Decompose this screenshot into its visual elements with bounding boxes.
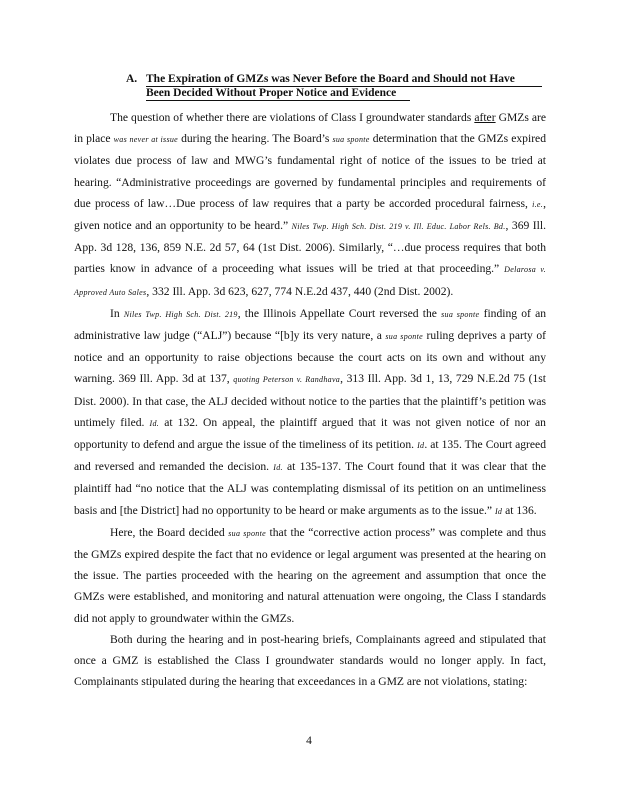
text-run: determination that the GMZs expired violates due process of law and MWG’s fundamental right of notice of the issues to be tried at hearing. “Administrative proceedings are governed by fundamental principles and requirements of due process of law…Due process of law requires that a party be accorded procedural fairness, xyxy=(74,132,547,210)
text-run: finding of an administrative law judge (“ALJ”) because “[b]y its very nature, a xyxy=(74,306,547,343)
paragraph-2 xyxy=(74,303,546,522)
text-run: , 332 Ill. App. 3d 623, 627, 774 N.E.2d 437, 440 (2nd Dist. 2002). xyxy=(146,284,454,298)
italic-citation: Id. xyxy=(149,418,160,428)
text-run: In xyxy=(110,306,124,320)
text-run: , the Illinois Appellate Court reversed the xyxy=(237,306,442,320)
italic-citation: Id xyxy=(494,506,503,516)
text-run: ruling deprives a party of notice and an opportunity to raise objections because the court acts on its own and without any warning. 369 Ill. App. 3d at 137, xyxy=(74,329,546,386)
italic-citation: Niles Twp. High Sch. Dist. 219 v. Ill. Educ. Labor Rels. Bd. xyxy=(291,222,506,232)
italic-citation: i.e. xyxy=(532,199,544,209)
paragraph-1 xyxy=(74,107,546,303)
section-title-line-1: The Expiration of GMZs was Never Before the Board and Should not Have xyxy=(146,73,542,87)
section-number: A. xyxy=(126,73,138,85)
body-text xyxy=(74,107,546,692)
italic-citation: Id xyxy=(417,441,425,451)
text-run: at 135-137. The Court found that it was clear that the plaintiff had “no notice that the ALJ was contemplating dismissal of its petition on an untimeliness basis and [the District] had no opportunity to be heard or make arguments as to the issue.” xyxy=(74,460,546,517)
text-run: . at 135. The Court agreed and reversed and remanded the decision. xyxy=(74,438,546,474)
text-run: during the hearing. The Board’s xyxy=(178,132,333,146)
paragraph-3 xyxy=(74,522,546,629)
underlined-text: after xyxy=(474,111,496,124)
italic-citation: sua sponte xyxy=(385,332,423,342)
text-run: The question of whether there are violations of Class I groundwater standards xyxy=(110,111,475,124)
italic-citation: sua sponte xyxy=(332,135,370,145)
italic-citation: was never at issue xyxy=(113,135,179,145)
text-run: , given notice and an opportunity to be heard.” xyxy=(74,196,546,233)
section-title-line-2: Been Decided Without Proper Notice and Evidence xyxy=(146,87,410,101)
text-run: that the “corrective action process” was complete and thus the GMZs expired despite the fact that no evidence or legal argument was presented at the hearing on the issue. The parties proceeded with the hearing on the agreement and assumption that once the GMZs were established, and monitoring and natural attenuation were ongoing, the Class I standards did not apply to groundwater within the GMZs. xyxy=(74,525,546,625)
text-run: Here, the Board decided xyxy=(110,525,229,539)
italic-citation: sua sponte xyxy=(228,528,266,538)
text-run: at 136. xyxy=(502,503,537,517)
italic-citation: sua sponte xyxy=(441,309,480,319)
text-run: , 369 Ill. App. 3d 128, 136, 859 N.E. 2d 57, 64 (1st Dist. 2006). Similarly, “…due process requires that both parties know in advance of a proceeding what issues will be tried at that proceeding.” xyxy=(74,219,546,276)
paragraph-4 xyxy=(74,629,546,693)
text-run: Both during the hearing and in post-hearing briefs, Complainants agreed and stipulated that once a GMZ is established the Class I groundwater standards would no longer apply. In fact, Complainants stipulated during the hearing that exceedances in a GMZ are not violations, stating: xyxy=(74,632,546,689)
page-number: 4 xyxy=(306,735,312,747)
text-run: GMZs are in place xyxy=(74,111,546,146)
italic-citation: Id. xyxy=(273,463,283,473)
text-run: at 132. On appeal, the plaintiff argued that it was not given notice of nor an opportunity to defend and argue the issue of the timeliness of its petition. xyxy=(74,415,546,452)
text-run: , 313 Ill. App. 3d 1, 13, 729 N.E.2d 75 (1st Dist. 2000). In that case, the ALJ decided without notice to the parties that the plaintiff’s petition was untimely filed. xyxy=(74,372,547,429)
italic-citation: quoting Peterson v. Randhava xyxy=(233,375,341,385)
italic-citation: Delarosa v. Approved Auto Sales xyxy=(74,265,546,297)
italic-citation: Niles Twp. High Sch. Dist. 219 xyxy=(123,309,238,319)
